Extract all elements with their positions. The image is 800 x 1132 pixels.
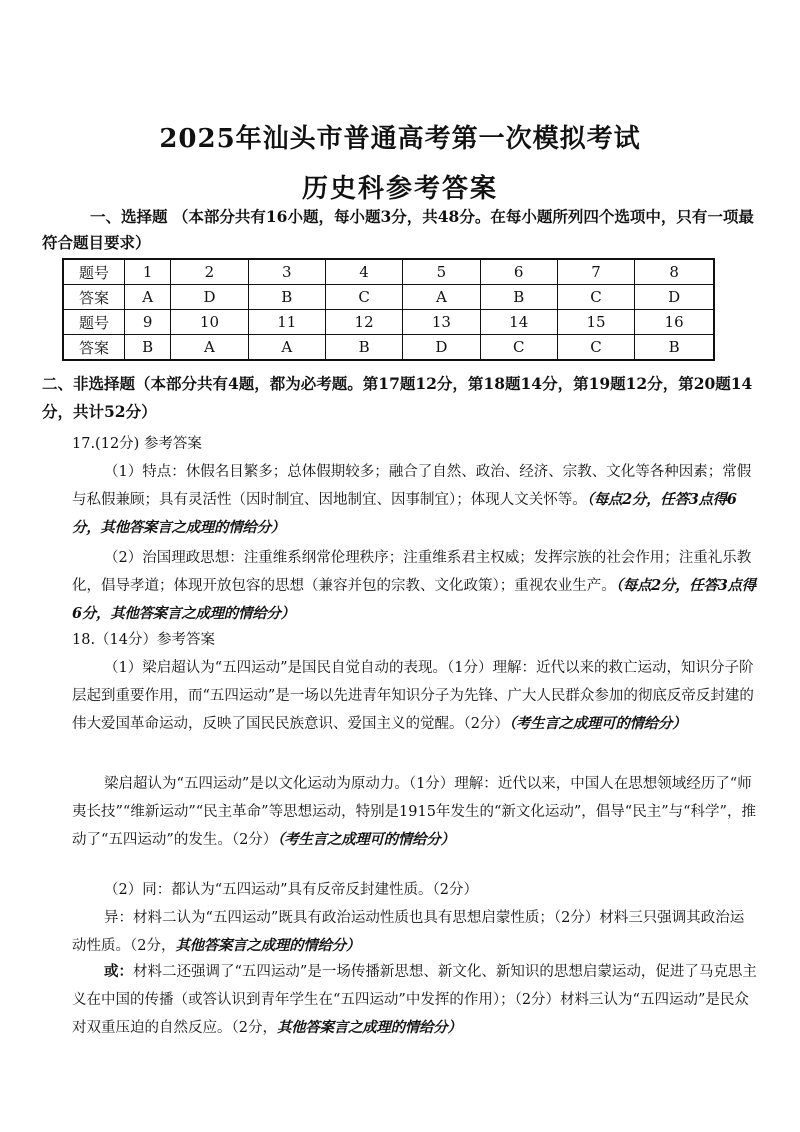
answer-cell: C — [480, 335, 557, 361]
answer-cell: B — [635, 335, 714, 361]
answer-cell: A — [125, 285, 171, 310]
page-subtitle: 历史科参考答案 — [301, 174, 498, 204]
answer-table — [62, 258, 715, 361]
q18-answer-2: 梁启超认为“五四运动”是以文化运动为原动力。（1分）理解：近代以来，中国人在思想领域经历了“师夷长技”“维新运动”“民主革命”等思想运动，特别是1915年发生的“新文化运动”，倡导“民主”与“科学”，推动了“五四运动”的发生。（2分）（考生言之成理可的情给分） — [72, 776, 756, 848]
page-title: 2025年汕头市普通高考第一次模拟考试 — [159, 124, 641, 154]
q18-answer-1: （1）梁启超认为“五四运动”是国民自觉自动的表现。（1分）理解：近代以来的救亡运动，知识分子阶层起到重要作用，而“五四运动”是一场以先进青年知识分子为先锋、广大人民群众参加的彻底反帝反封建的伟大爱国革命运动，反映了国民民族意识、爱国主义的觉醒。（2分）（考生言之成理可的情给分） — [72, 660, 754, 732]
question-number: 16 — [635, 310, 714, 335]
grading-note: 其他答案言之成理的情给分） — [276, 1019, 462, 1036]
table-row — [63, 259, 714, 285]
answer-cell: B — [248, 285, 325, 310]
question-number: 5 — [403, 259, 480, 285]
q18-answer-5: 或：材料二还强调了“五四运动”是一场传播新思想、新文化、新知识的思想启蒙运动，促进了马克思主义在中国的传播（或答认识到青年学生在“五四运动”中发挥的作用）；（2分）材料三认为“五四运动”是民众对双重压迫的自然反应。（2分，其他答案言之成理的情给分） — [72, 963, 757, 1036]
answer-cell: A — [248, 335, 325, 361]
grading-note: （考生言之成理可的情给分） — [508, 715, 687, 732]
answer-cell: D — [635, 285, 714, 310]
grading-note: （考生言之成理可的情给分） — [277, 831, 455, 848]
question-number: 1 — [125, 259, 171, 285]
table-row — [63, 285, 714, 310]
q17-answer-2: （2）治国理政思想：注重维系纲常伦理秩序；注重维系君主权威；发挥宗族的社会作用；注重礼乐教化，倡导孝道；体现开放包容的思想（兼容并包的宗教、文化政策）；重视农业生产。（每点2分，任答3点得6分，其他答案言之成理的情给分） — [72, 550, 756, 622]
question-number: 8 — [635, 259, 714, 285]
table-row — [63, 310, 714, 335]
question-number: 14 — [480, 310, 557, 335]
grading-note: 其他答案言之成理的情给分） — [175, 937, 361, 954]
answer-cell: A — [403, 285, 480, 310]
question-number: 4 — [325, 259, 402, 285]
question-number: 13 — [403, 310, 480, 335]
question-number: 2 — [171, 259, 248, 285]
question-number: 3 — [248, 259, 325, 285]
row-label: 答案 — [63, 285, 125, 310]
q18-heading: 18.（14分）参考答案 — [72, 632, 216, 648]
q17-heading: 17.(12分) 参考答案 — [72, 436, 202, 452]
question-number: 11 — [248, 310, 325, 335]
question-number: 9 — [125, 310, 171, 335]
answer-cell: C — [557, 335, 634, 361]
alt-answer-label: 或： — [104, 963, 133, 980]
section1-heading: 一、选择题 （本部分共有16小题，每小题3分，共48分。在每小题所列四个选项中，只有一项最符合题目要求） — [42, 207, 754, 252]
row-label: 题号 — [63, 259, 125, 285]
table-row — [63, 335, 714, 361]
row-label: 题号 — [63, 310, 125, 335]
q17-answer-1: （1）特点：休假名目繁多；总体假期较多；融合了自然、政治、经济、宗教、文化等各种因素；常假与私假兼顾；具有灵活性（因时制宜、因地制宜、因事制宜）；体现人文关怀等。（每点2分，任答3点得6分，其他答案言之成理的情给分） — [72, 464, 752, 536]
q18-answer-3: （2）同：都认为“五四运动”具有反帝反封建性质。（2分） — [104, 882, 479, 898]
question-number: 15 — [557, 310, 634, 335]
answer-cell: C — [557, 285, 634, 310]
section2-heading: 二、非选择题（本部分共有4题，都为必考题。第17题12分，第18题14分，第19题12分，第20题14分，共计52分） — [42, 374, 753, 421]
question-number: 7 — [557, 259, 634, 285]
answer-cell: B — [325, 335, 402, 361]
question-number: 10 — [171, 310, 248, 335]
answer-cell: C — [325, 285, 402, 310]
answer-cell: A — [171, 335, 248, 361]
q18-answer-4: 异：材料二认为“五四运动”既具有政治运动性质也具有思想启蒙性质；（2分）材料三只强调其政治运动性质。（2分，其他答案言之成理的情给分） — [72, 910, 745, 954]
question-number: 12 — [325, 310, 402, 335]
grading-note: （每点2分，任答3点得6分，其他答案言之成理的情给分） — [72, 577, 756, 622]
answer-cell: D — [403, 335, 480, 361]
answer-cell: B — [480, 285, 557, 310]
answer-cell: B — [125, 335, 171, 361]
answer-cell: D — [171, 285, 248, 310]
grading-note: （每点2分，任答3点得6分，其他答案言之成理的情给分） — [72, 491, 737, 536]
question-number: 6 — [480, 259, 557, 285]
row-label: 答案 — [63, 335, 125, 361]
